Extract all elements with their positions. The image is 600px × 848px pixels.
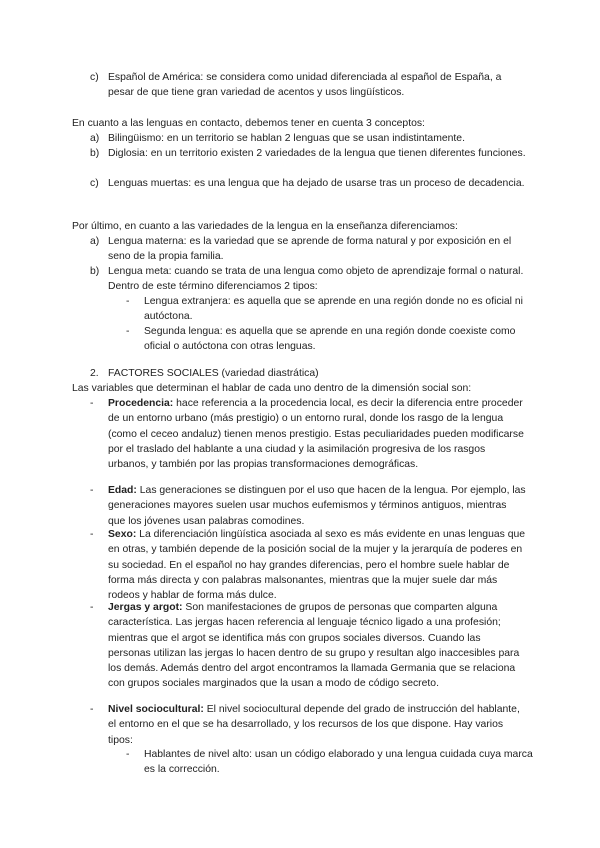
term: Edad:	[108, 485, 137, 496]
definition: hace referencia a la procedencia local, es decir la diferencia entre proceder de un entorno urbano (más prestigio) o un entorno rural, donde los rasgo de la lengua (como el ceceo andaluz) tienen menos prestigio. Estas peculiaridades pueden modificarse por el traslado del hablante a una ciudad y la asimilación progresiva de los rasgos urbanos, y también por las propias transformaciones demográficas.	[108, 398, 524, 471]
list-item-text: Diglosia: en un territorio existen 2 variedades de la lengua que tienen diferentes funciones.	[108, 148, 526, 159]
list-item-text: Segunda lengua: es aquella que se aprende en una región donde coexiste como oficial o autóctona con otras lenguas.	[144, 326, 516, 353]
list-item	[90, 70, 528, 101]
list-item	[90, 702, 526, 748]
heading-number: 2.	[90, 368, 99, 379]
term: Sexo:	[108, 529, 137, 540]
list-item	[126, 324, 524, 355]
list-marker: a)	[90, 133, 100, 144]
definition: Las generaciones se distinguen por el uso que hacen de la lengua. Por ejemplo, las generaciones mayores suelen usar muchos eufemismos y términos antiguos, mientras que los jóvenes usan palabras comodines.	[108, 485, 526, 527]
list-item-text	[108, 702, 526, 748]
list-marker: -	[126, 749, 130, 760]
list-marker: b)	[90, 148, 100, 159]
list-marker: -	[126, 326, 130, 337]
list-marker: -	[90, 398, 94, 409]
list-marker: c)	[90, 72, 99, 83]
list-marker: -	[90, 529, 94, 540]
list-item-text: Lengua materna: es la variedad que se aprende de forma natural y por exposición en el seno de la propia familia.	[108, 236, 512, 263]
list-item-text: Lengua meta: cuando se trata de una lengua como objeto de aprendizaje formal o natural. Dentro de este término diferenciamos 2 tipos:	[108, 266, 524, 293]
list-item-text	[108, 483, 526, 529]
list-item	[90, 146, 528, 161]
paragraph: Por último, en cuanto a las variedades de la lengua en la enseñanza diferenciamos:	[72, 221, 458, 232]
list-item	[126, 747, 536, 778]
list-item	[90, 264, 532, 295]
list-marker: a)	[90, 236, 100, 247]
list-item	[90, 234, 532, 265]
list-item-text: Bilingüismo: en un territorio se hablan 2 lenguas que se usan indistintamente.	[108, 133, 465, 144]
list-item	[90, 396, 526, 472]
list-marker: c)	[90, 178, 99, 189]
list-item	[126, 294, 524, 325]
heading-text: FACTORES SOCIALES (variedad diastrática)	[108, 368, 319, 379]
list-item-text: Lenguas muertas: es una lengua que ha dejado de usarse tras un proceso de decadencia.	[108, 178, 525, 189]
list-marker: -	[126, 296, 130, 307]
list-item	[90, 131, 528, 146]
term: Nivel sociocultural:	[108, 704, 204, 715]
term: Procedencia:	[108, 398, 174, 409]
list-item-text	[108, 527, 526, 603]
list-item	[90, 483, 526, 529]
definition: El nivel sociocultural depende del grado de instrucción del hablante, el entorno en el que se ha desarrollado, y los recursos de los que dispone. Hay varios tipos:	[108, 704, 520, 746]
list-marker: -	[90, 602, 94, 613]
paragraph: En cuanto a las lenguas en contacto, debemos tener en cuenta 3 conceptos:	[72, 118, 425, 129]
list-item-text	[108, 600, 526, 692]
term: Jergas y argot:	[108, 602, 183, 613]
definition: Son manifestaciones de grupos de personas que comparten alguna característica. Las jergas hacen referencia al lenguaje técnico ligado a una profesión; mientras que el argot se identifica más con grupos sociales diversos. Cuando las personas utilizan las jergas lo hacen dentro de su grupo y resultan algo inaccesibles para los demás. Además dentro del argot encontramos la llamada Germania que se relaciona con grupos sociales marginados que la usan a modo de código secreto.	[108, 602, 520, 690]
definition: La diferenciación lingüística asociada al sexo es más evidente en unas lenguas que en otras, y también depende de la posición social de la mujer y la jerarquía de poderes en su sociedad. En el español no hay grandes diferencias, pero el hombre suele hablar de forma más directa y con palabras malsonantes, mientras que la mujer suele dar más rodeos y hablar de forma más dulce.	[108, 529, 526, 602]
list-marker: -	[90, 485, 94, 496]
list-marker: b)	[90, 266, 100, 277]
list-item-text: Lengua extranjera: es aquella que se aprende en una región donde no es oficial ni autóctona.	[144, 296, 523, 323]
section-heading	[90, 366, 508, 381]
list-marker: -	[90, 704, 94, 715]
list-item-text: Español de América: se considera como unidad diferenciada al español de España, a pesar de que tiene gran variedad de acentos y usos lingüísticos.	[108, 72, 502, 99]
paragraph: Las variables que determinan el hablar de cada uno dentro de la dimensión social son:	[72, 383, 472, 394]
list-item	[90, 527, 526, 603]
list-item	[90, 600, 526, 692]
list-item-text	[108, 396, 526, 472]
list-item	[90, 176, 528, 191]
list-item-text: Hablantes de nivel alto: usan un código elaborado y una lengua cuidada cuya marca es la corrección.	[144, 749, 533, 776]
